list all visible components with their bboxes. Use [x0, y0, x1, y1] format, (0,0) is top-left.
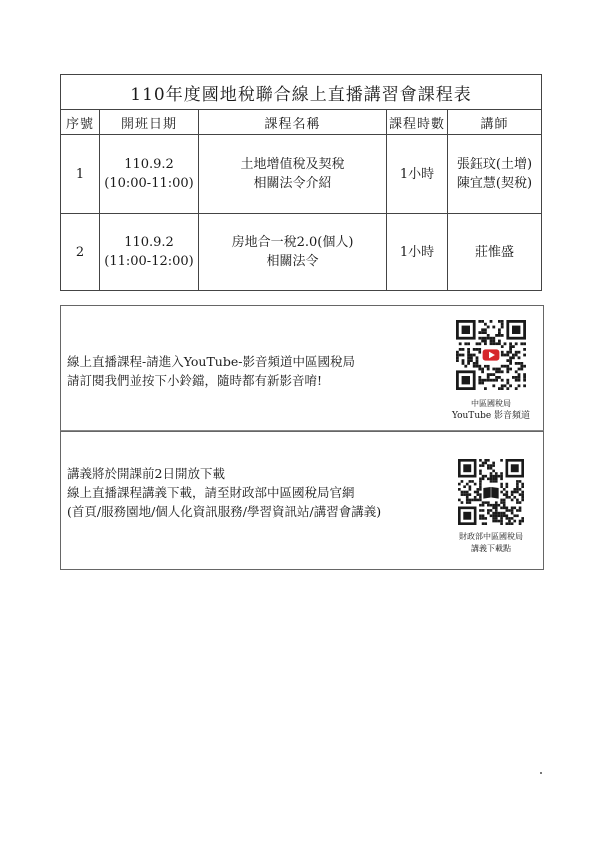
header-course: 課程名稱 — [199, 110, 387, 135]
row-number: 2 — [61, 214, 100, 291]
qr-code-book-icon[interactable] — [458, 459, 524, 525]
course-schedule-table — [60, 74, 542, 291]
handout-qr-block — [439, 459, 543, 555]
scan-speck — [540, 772, 542, 774]
row-course-cell — [199, 135, 387, 214]
row-date: 110.9.2 — [124, 157, 174, 172]
youtube-caption-line1: 中區國稅局 — [471, 399, 511, 408]
row-time: (11:00-12:00) — [104, 254, 194, 269]
header-lecturer: 講師 — [448, 110, 542, 135]
header-date: 開班日期 — [100, 110, 199, 135]
handout-line1: 講義將於開課前2日開放下載 — [67, 466, 225, 481]
row-lecturer-cell — [448, 214, 542, 291]
row-time: (10:00-11:00) — [104, 176, 194, 191]
qr-code-youtube-icon[interactable] — [456, 320, 526, 390]
row-course-line2: 相關法令介紹 — [253, 176, 332, 191]
row-lecturer-line1: 張鈺玟(土增) — [456, 157, 533, 172]
row-date-cell — [100, 135, 199, 214]
row-course-cell — [199, 214, 387, 291]
header-hours: 課程時數 — [387, 110, 448, 135]
youtube-panel — [60, 305, 544, 432]
row-date: 110.9.2 — [124, 235, 174, 250]
handout-line3: (首頁/服務園地/個人化資訊服務/學習資訊站/講習會講義) — [67, 504, 382, 519]
row-course-line2: 相關法令 — [266, 254, 319, 269]
row-lecturer-cell — [448, 135, 542, 214]
row-hours: 1小時 — [387, 135, 448, 214]
handout-text — [67, 464, 381, 521]
handout-line2: 線上直播課程講義下載，請至財政部中區國稅局官網 — [67, 485, 355, 500]
row-course-line1: 土地增值稅及契稅 — [240, 157, 345, 172]
handout-panel — [60, 430, 544, 570]
row-lecturer-line1: 莊惟盛 — [474, 244, 514, 260]
youtube-caption-line2: YouTube 影音頻道 — [451, 411, 531, 421]
handout-caption-line1: 財政部中區國稅局 — [459, 532, 523, 541]
schedule-title: 110年度國地稅聯合線上直播講習會課程表 — [61, 75, 542, 110]
table-header-row — [61, 110, 542, 135]
row-course-line1: 房地合一稅2.0(個人) — [231, 235, 354, 250]
youtube-line2: 請訂閱我們並按下小鈴鐺，隨時都有新影音唷! — [67, 373, 323, 388]
youtube-qr-block — [439, 320, 543, 423]
handout-caption-line2: 講義下載點 — [471, 544, 511, 553]
row-lecturer-line2: 陳宜慧(契稅) — [456, 176, 533, 191]
table-row — [61, 135, 542, 214]
table-row — [61, 214, 542, 291]
youtube-text — [67, 352, 355, 390]
youtube-line1: 線上直播課程-請進入YouTube-影音頻道中區國稅局 — [67, 354, 355, 369]
row-date-cell — [100, 214, 199, 291]
header-number: 序號 — [61, 110, 100, 135]
row-hours: 1小時 — [387, 214, 448, 291]
row-number: 1 — [61, 135, 100, 214]
